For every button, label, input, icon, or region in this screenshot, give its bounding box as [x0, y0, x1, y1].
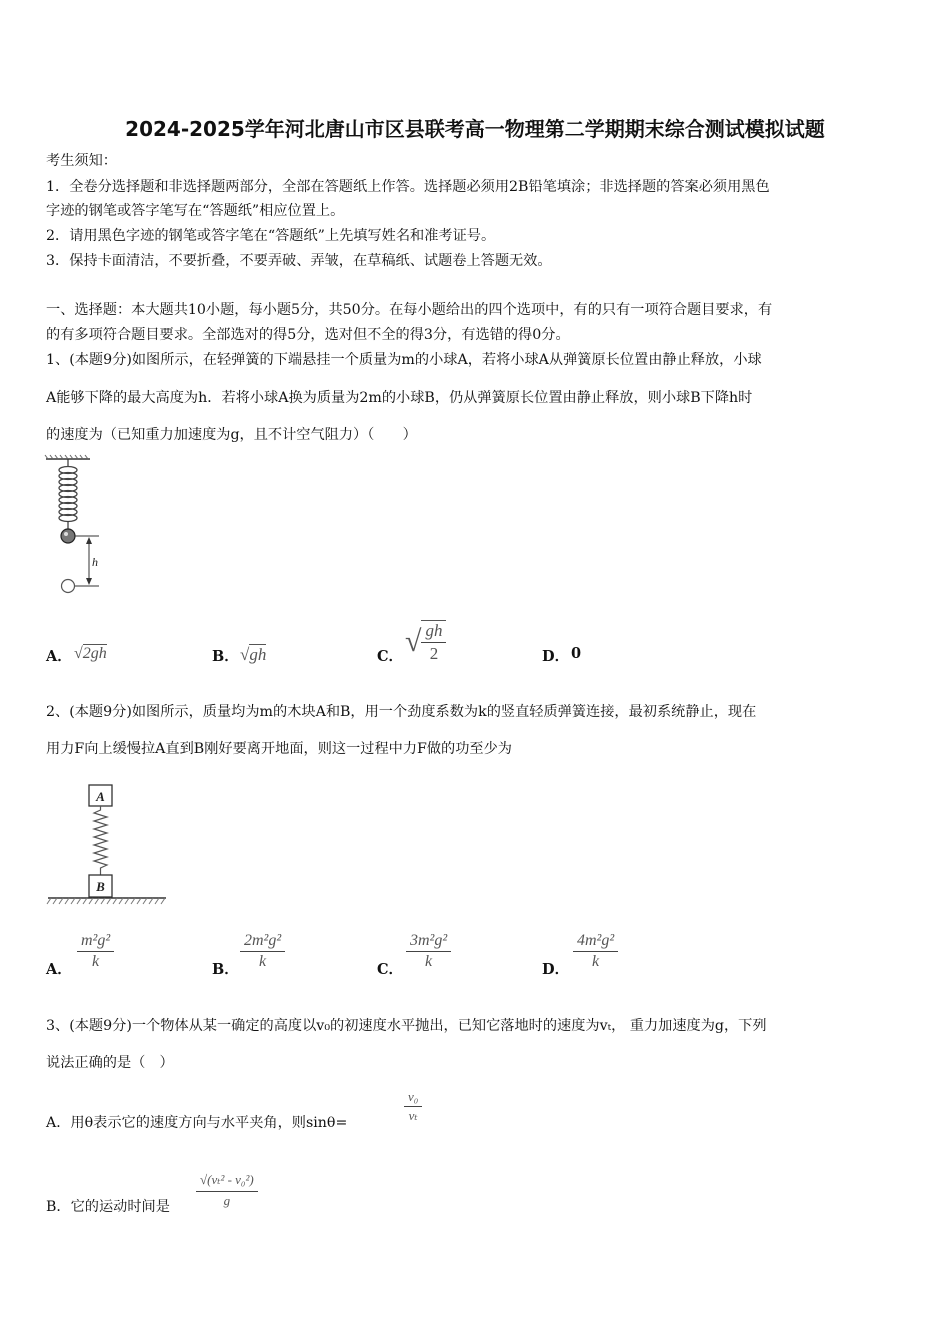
q3-option-b-text: B．它的运动时间是 [46, 1199, 170, 1215]
notice-item-1-line-2: 字迹的钢笔或答字笔写在“答题纸”相应位置上。 [46, 203, 345, 219]
q3-line-1: 3、(本题9分)一个物体从某一确定的高度以v₀的初速度水平抛出，已知它落地时的速度为vₜ， 重力加速度为g，下列 [46, 1018, 767, 1034]
q3-option-b-den: g [223, 1193, 231, 1208]
q2-line-2: 用力F向上缓慢拉A直到B刚好要离开地面，则这一过程中力F做的功至少为 [46, 741, 512, 757]
q2-option-c-den: k [425, 953, 433, 970]
q3-option-a-den: vₜ [408, 1108, 418, 1123]
q2-blocks-figure [46, 780, 171, 910]
notice-heading: 考生须知： [46, 153, 117, 169]
q1-line-2: A能够下降的最大高度为h．若将小球A换为质量为2m的小球B，仍从弹簧原长位置由静止释放，则小球B下降h时 [46, 390, 753, 406]
q1-line-1: 1、(本题9分)如图所示，在轻弹簧的下端悬挂一个质量为m的小球A，若将小球A从弹簧原长位置由静止释放，小球 [46, 352, 762, 368]
q3-line-2: 说法正确的是（ ） [46, 1055, 174, 1071]
q3-option-b-num: √(vₜ² - v₀²) [196, 1172, 258, 1192]
q1-option-d-label: D． [542, 648, 570, 665]
page-title: 2024-2025学年河北唐山市区县联考高一物理第二学期期末综合测试模拟试题 [125, 117, 825, 141]
q2-option-a-den: k [92, 953, 100, 970]
q2-option-c-num: 3m²g² [406, 932, 451, 952]
q2-option-a-num: m²g² [77, 932, 114, 952]
q2-option-a-expr [77, 932, 114, 971]
q3-option-a-num: v₀ [404, 1089, 422, 1107]
q2-option-c-label: C． [377, 961, 404, 978]
q1-spring-figure [44, 455, 114, 595]
q1-option-a-label: A． [46, 648, 72, 665]
q1-option-b-label: B． [212, 648, 239, 665]
q3-option-b-fraction [196, 1172, 258, 1209]
q2-option-b-label: B． [212, 961, 239, 978]
q2-option-b-num: 2m²g² [240, 932, 285, 952]
q1-option-b-radicand: gh [249, 645, 267, 664]
q2-option-d-label: D． [542, 961, 570, 978]
q1-option-d-value: 0 [571, 645, 582, 662]
q2-option-d-num: 4m²g² [573, 932, 618, 952]
q1-option-c-den: 2 [429, 644, 439, 663]
q2-option-b-expr [240, 932, 285, 971]
q3-option-a-fraction [404, 1089, 422, 1124]
q2-option-b-den: k [259, 953, 267, 970]
notice-item-3: 3．保持卡面清洁，不要折叠，不要弄破、弄皱，在草稿纸、试题卷上答题无效。 [46, 253, 552, 269]
q1-option-c-num: gh [421, 621, 446, 643]
q2-option-a-label: A． [46, 961, 72, 978]
q2-line-1: 2、(本题9分)如图所示，质量均为m的木块A和B，用一个劲度系数为k的竖直轻质弹簧连接，最初系统静止，现在 [46, 704, 757, 720]
q3-option-a-text: A．用θ表示它的速度方向与水平夹角，则sinθ= [46, 1115, 348, 1131]
q2-option-d-den: k [592, 953, 600, 970]
q2-option-d-expr [573, 932, 618, 971]
section-1-line-1: 一、选择题：本大题共10小题，每小题5分，共50分。在每小题给出的四个选项中，有的只有一项符合题目要求，有 [46, 302, 773, 318]
notice-item-2: 2．请用黑色字迹的钢笔或答字笔在“答题纸”上先填写姓名和准考证号。 [46, 228, 496, 244]
q1-line-3: 的速度为（已知重力加速度为g，且不计空气阻力）（ ） [46, 427, 417, 443]
q1-option-a-radicand: 2gh [82, 645, 107, 662]
q1-option-c-label: C． [377, 648, 404, 665]
q2-block-a-label: A [96, 789, 105, 804]
q1-figure-h-label: h [92, 555, 98, 569]
q1-option-b-expr: √gh [240, 645, 267, 664]
q1-option-a-expr: √2gh [74, 645, 107, 662]
q2-option-c-expr [406, 932, 451, 971]
section-1-line-2: 的有多项符合题目要求。全部选对的得5分，选对但不全的得3分，有选错的得0分。 [46, 327, 570, 343]
notice-item-1-line-1: 1．全卷分选择题和非选择题两部分，全部在答题纸上作答。选择题必须用2B铅笔填涂；非选择题的答案必须用黑色 [46, 179, 770, 195]
q2-block-b-label: B [96, 879, 105, 894]
q1-option-c-expr: √ $\frac{gh}{2}$ [405, 620, 446, 664]
